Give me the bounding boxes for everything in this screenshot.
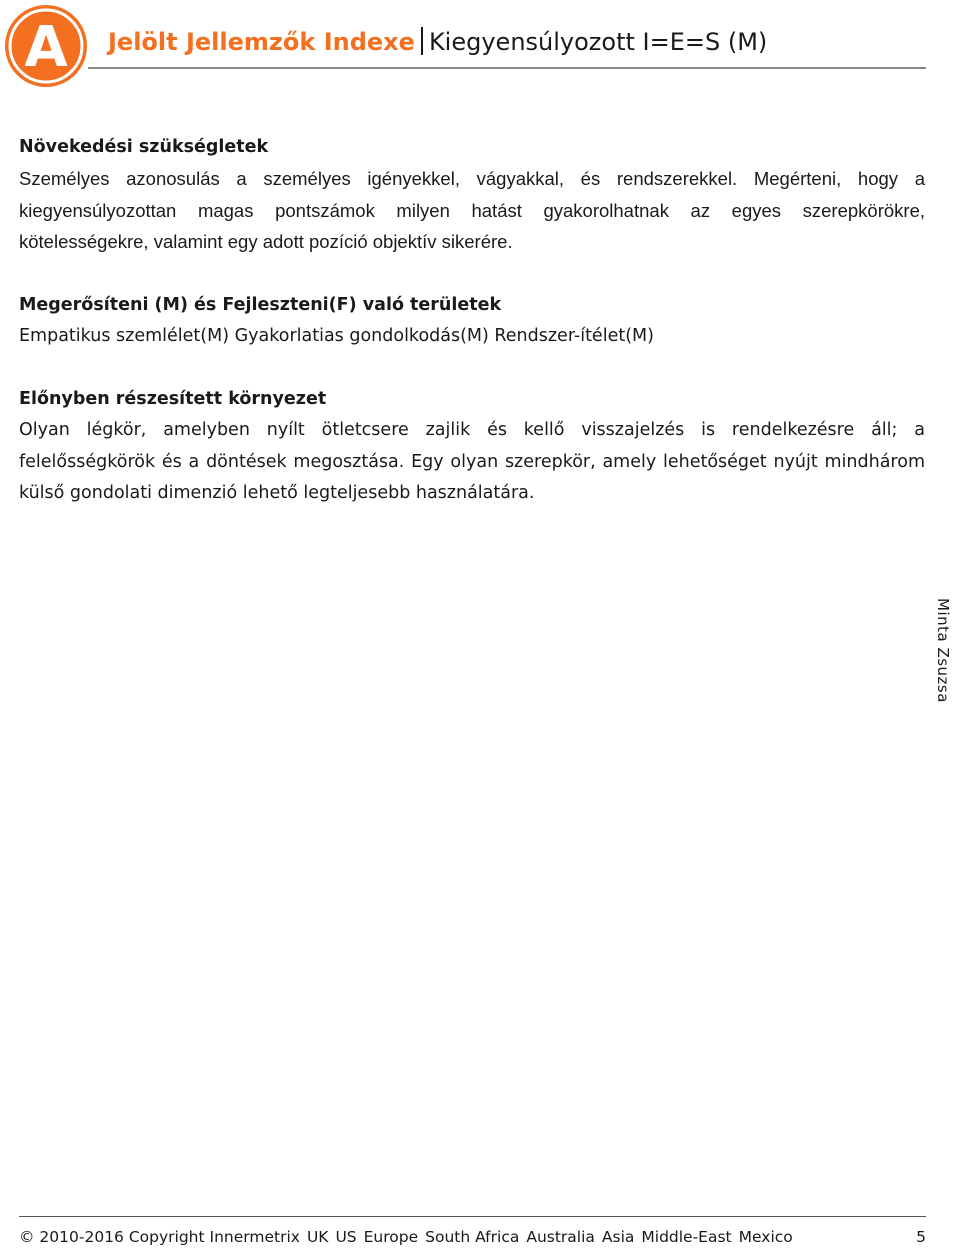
- title-rest: Kiegyensúlyozott I=E=S (M): [428, 28, 768, 56]
- section-heading: Növekedési szükségletek: [19, 137, 269, 157]
- region-south-africa: South Africa: [425, 1228, 520, 1246]
- region-us: US: [335, 1228, 357, 1246]
- logo-letter: A: [24, 15, 68, 80]
- section-preferred-environment: [19, 383, 925, 510]
- section-body: Olyan légkör, amelyben nyílt ötletcsere zajlik és kellő visszajelzés is rendelkezésre áll; a felelősségkörök és a döntések megosztása. Egy olyan szerepkör, amely lehetőséget nyújt mindhárom külső gondolati dimenzió lehető legteljesebb használatára.: [19, 420, 925, 503]
- section-body: Empatikus szemlélet(M) Gyakorlatias gondolkodás(M) Rendszer-ítélet(M): [19, 326, 654, 346]
- section-strengthen-develop: [19, 289, 925, 353]
- region-australia: Australia: [526, 1228, 595, 1246]
- footer-copyright: [19, 1226, 800, 1248]
- region-middle-east: Middle-East: [641, 1228, 732, 1246]
- region-asia: Asia: [601, 1228, 635, 1246]
- region-mexico: Mexico: [738, 1228, 793, 1246]
- page-number: 5: [916, 1228, 926, 1246]
- region-europe: Europe: [363, 1228, 419, 1246]
- title-separator: [421, 27, 423, 55]
- copyright-text: © 2010-2016 Copyright Innermetrix: [19, 1228, 300, 1246]
- page-title: [108, 24, 767, 60]
- section-growth-needs: [19, 131, 925, 258]
- innermetrix-logo: [3, 3, 89, 89]
- section-heading: Megerősíteni (M) és Fejleszteni(F) való területek: [19, 295, 502, 315]
- candidate-name-label: Minta Zsuzsa: [934, 598, 952, 703]
- section-body: Személyes azonosulás a személyes igényekkel, vágyakkal, és rendszerekkel. Megérteni, hogy a kiegyensúlyozottan magas pontszámok milyen hatást gyakorolhatnak az egyes szerepkörökre, kötelességekre, valamint egy adott pozíció objektív sikerére.: [19, 168, 925, 252]
- header-divider: [88, 67, 926, 69]
- region-uk: UK: [306, 1228, 329, 1246]
- section-heading: Előnyben részesített környezet: [19, 389, 327, 409]
- footer-divider: [19, 1216, 926, 1217]
- title-highlight: Jelölt Jellemzők Indexe: [108, 28, 415, 56]
